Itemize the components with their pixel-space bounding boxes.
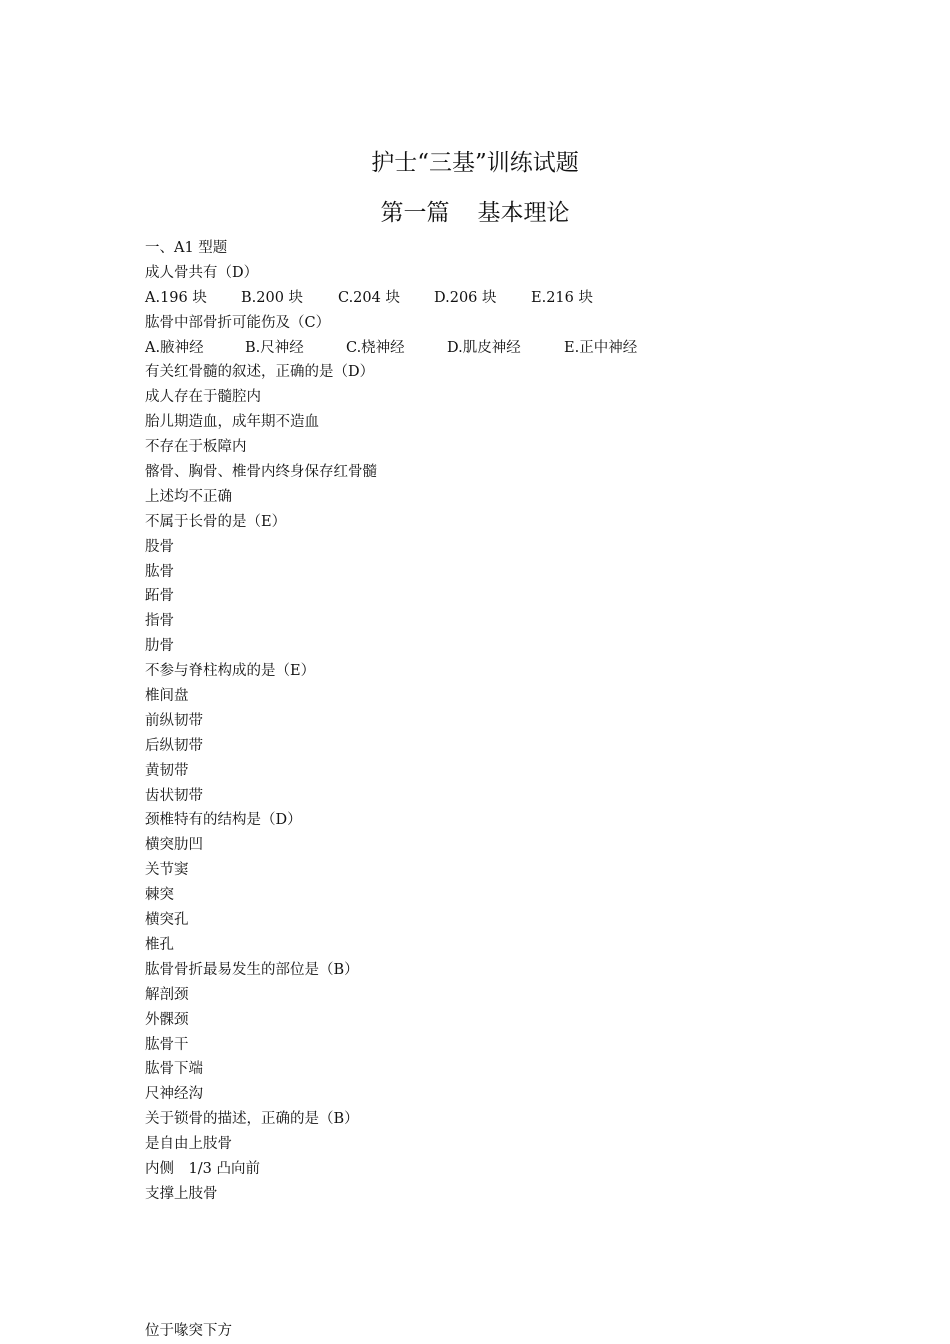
option-line: 齿状韧带	[145, 787, 203, 804]
question-stem: 不属于长骨的是（E）	[145, 513, 287, 530]
option-line: 后纵韧带	[145, 737, 203, 754]
option-line: 胎儿期造血，成年期不造血	[145, 414, 319, 431]
option-line: 解剖颈	[145, 986, 189, 1003]
question-stem: 成人骨共有（D）	[145, 264, 259, 281]
option-row	[145, 286, 845, 311]
option-line: 黄韧带	[145, 762, 189, 779]
option-line: 前纵韧带	[145, 712, 203, 729]
question-stem: 肱骨中部骨折可能伤及（C）	[145, 314, 331, 331]
option: B.200 块	[241, 289, 304, 306]
option-line: 肱骨干	[145, 1036, 189, 1053]
option-line: 是自由上肢骨	[145, 1136, 232, 1153]
option-line: 尺神经沟	[145, 1086, 203, 1103]
option-line: 内侧 1/3 凸向前	[145, 1160, 260, 1177]
option-line: 支撑上肢骨	[145, 1185, 218, 1202]
option-line: 肋骨	[145, 638, 174, 655]
option-row	[145, 336, 845, 361]
option: D.206 块	[434, 289, 497, 306]
option-line: 外髁颈	[145, 1011, 189, 1028]
subtitle-part: 基本理论	[477, 200, 570, 226]
option: A.196 块	[145, 289, 207, 306]
option: C.桡神经	[346, 339, 405, 356]
question-list	[145, 236, 845, 1207]
option-line: 成人存在于髓腔内	[145, 389, 261, 406]
option-line: 棘突	[145, 887, 174, 904]
option-line: 不存在于板障内	[145, 439, 247, 456]
option-line: 横突肋凹	[145, 837, 203, 854]
question-stem: 不参与脊柱构成的是（E）	[145, 663, 316, 680]
question-stem: 颈椎特有的结构是（D）	[145, 812, 302, 829]
option: E.216 块	[531, 289, 593, 306]
option-line: 椎间盘	[145, 688, 189, 705]
question-stem: 关于锁骨的描述，正确的是（B）	[145, 1111, 359, 1128]
document-title: 护士“三基”训练试题	[371, 150, 579, 176]
question-stem: 肱骨骨折最易发生的部位是（B）	[145, 961, 359, 978]
option: C.204 块	[338, 289, 400, 306]
question-stem: 有关红骨髓的叙述，正确的是（D）	[145, 364, 375, 381]
option: B.尺神经	[245, 339, 304, 356]
option: E.正中神经	[564, 339, 638, 356]
option: A.腋神经	[145, 339, 204, 356]
subtitle-part: 第一篇	[380, 200, 450, 226]
option-line: 髂骨、胸骨、椎骨内终身保存红骨髓	[145, 464, 377, 481]
option: D.肌皮神经	[447, 339, 521, 356]
option-line: 横突孔	[145, 912, 189, 929]
option-line: 上述均不正确	[145, 488, 232, 505]
option-line: 肱骨	[145, 563, 174, 580]
section-heading: 一、A1 型题	[145, 240, 228, 256]
option-line: 肱骨下端	[145, 1061, 203, 1078]
option-line: 位于喙突下方	[145, 1323, 232, 1339]
option-line: 椎孔	[145, 936, 174, 953]
option-line: 跖骨	[145, 588, 174, 605]
option-line: 股骨	[145, 538, 174, 555]
option-line: 指骨	[145, 613, 174, 630]
option-line: 关节窦	[145, 862, 189, 879]
document-subtitle	[0, 198, 950, 228]
